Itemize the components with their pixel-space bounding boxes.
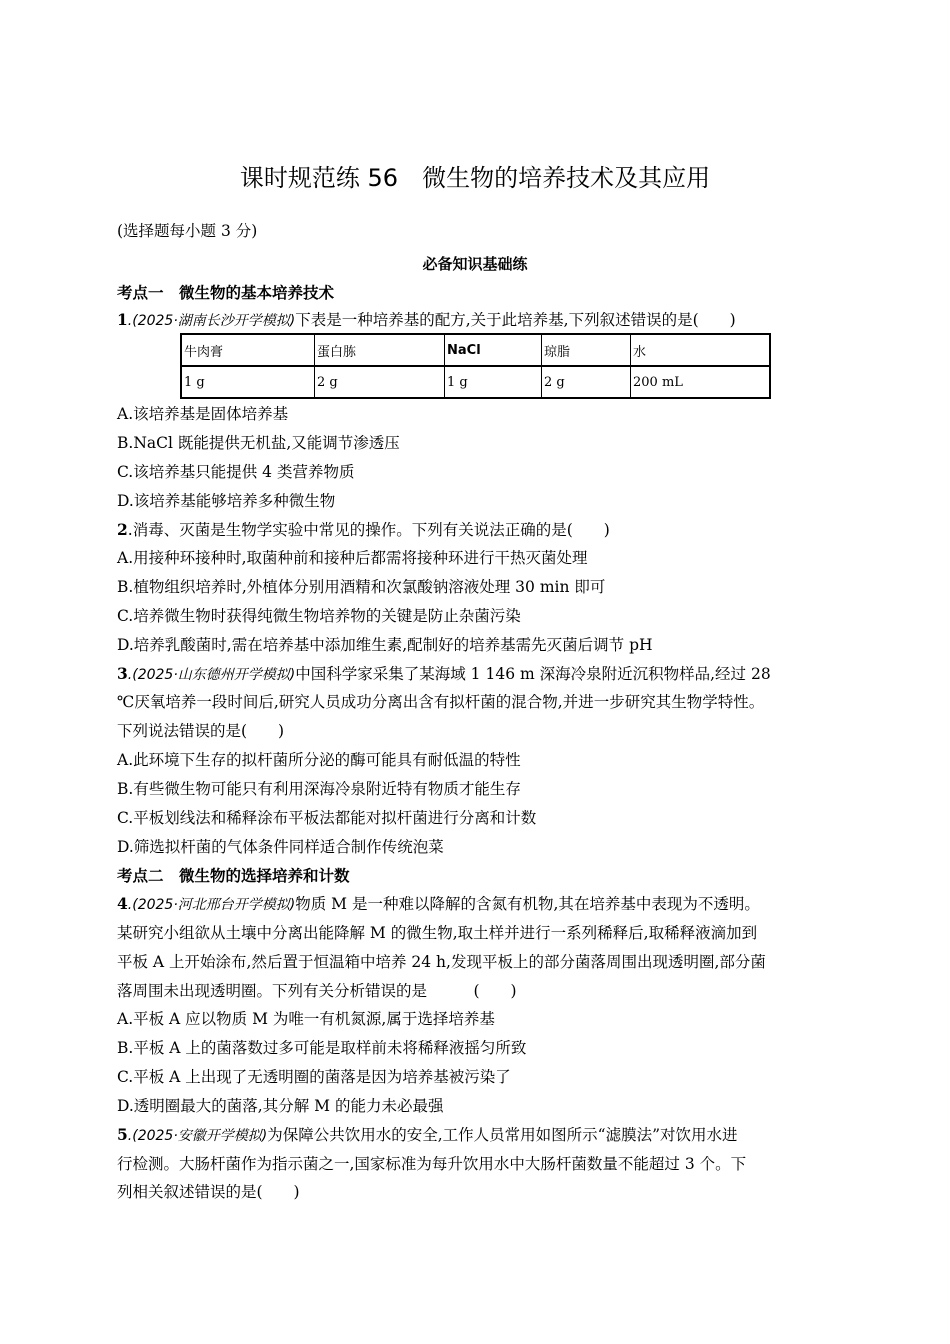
question-source: .(2025·湖南长沙开学模拟) [127, 313, 296, 329]
table-cell: 200 mL [631, 366, 771, 398]
table-cell: 2 g [542, 366, 631, 398]
question-text: 下表是一种培养基的配方,关于此培养基,下列叙述错误的是( ) [295, 311, 736, 329]
page-title: 课时规范练 56 微生物的培养技术及其应用 [239, 164, 711, 192]
question-number: 1 [117, 310, 128, 329]
table-cell: 1 g [445, 366, 542, 398]
option-b: B.平板 A 上的菌落数过多可能是取样前未将稀释液摇匀所致 [117, 1039, 527, 1057]
topic-heading-2: 考点二 微生物的选择培养和计数 [117, 866, 350, 885]
question-text: 物质 M 是一种难以降解的含氮有机物,其在培养基中表现为不透明。 [295, 895, 760, 913]
table-header-cell: 水 [631, 334, 771, 366]
table-header-cell: 牛肉膏 [181, 334, 315, 366]
option-d: D.该培养基能够培养多种微生物 [117, 492, 336, 510]
question-4-stem [117, 894, 760, 915]
question-number: 3 [117, 664, 128, 683]
question-text-line: 平板 A 上开始涂布,然后置于恒温箱中培养 24 h,发现平板上的部分菌落周围出现透明圈,部分菌 [117, 953, 766, 971]
option-a: A.该培养基是固体培养基 [117, 405, 289, 423]
question-source: .(2025·山东德州开学模拟) [127, 667, 296, 683]
table-header-cell: 蛋白胨 [315, 334, 445, 366]
question-text: 中国科学家采集了某海域 1 146 m 深海冷泉附近沉积物样品,经过 28 [295, 665, 771, 683]
question-text-line: 某研究小组欲从土壤中分离出能降解 M 的微生物,取土样并进行一系列稀释后,取稀释液滴加到 [117, 924, 758, 942]
question-text-line: 落周围未出现透明圈。下列有关分析错误的是 ( ) [117, 982, 517, 1000]
option-c: C.培养微生物时获得纯微生物培养物的关键是防止杂菌污染 [117, 607, 521, 625]
option-d: D.培养乳酸菌时,需在培养基中添加维生素,配制好的培养基需先灭菌后调节 pH [117, 636, 653, 654]
option-a: A.平板 A 应以物质 M 为唯一有机氮源,属于选择培养基 [117, 1010, 495, 1028]
question-number: 4 [117, 894, 128, 913]
question-text: 为保障公共饮用水的安全,工作人员常用如图所示“滤膜法”对饮用水进 [267, 1126, 738, 1144]
topic-heading-1: 考点一 微生物的基本培养技术 [117, 283, 335, 302]
option-b: B.有些微生物可能只有利用深海冷泉附近特有物质才能生存 [117, 780, 521, 798]
option-b: B.植物组织培养时,外植体分别用酒精和次氯酸钠溶液处理 30 min 即可 [117, 578, 606, 596]
question-number: 5 [117, 1125, 128, 1144]
question-1-stem [117, 310, 736, 331]
table-cell: 1 g [181, 366, 315, 398]
table-header-cell: 琼脂 [542, 334, 631, 366]
question-text: .消毒、灭菌是生物学实验中常见的操作。下列有关说法正确的是( ) [127, 521, 610, 539]
table-row [181, 334, 770, 366]
option-d: D.筛选拟杆菌的气体条件同样适合制作传统泡菜 [117, 838, 444, 856]
question-5-stem [117, 1125, 738, 1146]
option-a: A.此环境下生存的拟杆菌所分泌的酶可能具有耐低温的特性 [117, 751, 521, 769]
option-c: C.平板划线法和稀释涂布平板法都能对拟杆菌进行分离和计数 [117, 809, 537, 827]
question-number: 2 [117, 520, 128, 539]
question-source: .(2025·河北邢台开学模拟) [127, 897, 296, 913]
table-header-cell: NaCl [445, 334, 542, 366]
question-text-line: 列相关叙述错误的是( ) [117, 1183, 300, 1201]
question-source: .(2025·安徽开学模拟) [127, 1128, 268, 1144]
question-3-stem [117, 664, 771, 685]
question-text-line: ℃厌氧培养一段时间后,研究人员成功分离出含有拟杆菌的混合物,并进一步研究其生物学特性。 [117, 693, 765, 711]
table-row [181, 366, 770, 398]
question-2-stem [117, 520, 610, 540]
option-d: D.透明圈最大的菌落,其分解 M 的能力未必最强 [117, 1097, 444, 1115]
option-b: B.NaCl 既能提供无机盐,又能调节渗透压 [117, 434, 400, 452]
table-cell: 2 g [315, 366, 445, 398]
question-text-line: 行检测。大肠杆菌作为指示菌之一,国家标准为每升饮用水中大肠杆菌数量不能超过 3 个。下 [117, 1155, 747, 1173]
medium-recipe-table [180, 333, 771, 399]
score-note: (选择题每小题 3 分) [117, 222, 258, 240]
question-text-line: 下列说法错误的是( ) [117, 722, 285, 740]
section-heading: 必备知识基础练 [422, 255, 528, 273]
option-c: C.该培养基只能提供 4 类营养物质 [117, 463, 355, 481]
option-c: C.平板 A 上出现了无透明圈的菌落是因为培养基被污染了 [117, 1068, 511, 1086]
option-a: A.用接种环接种时,取菌种前和接种后都需将接种环进行干热灭菌处理 [117, 549, 588, 567]
